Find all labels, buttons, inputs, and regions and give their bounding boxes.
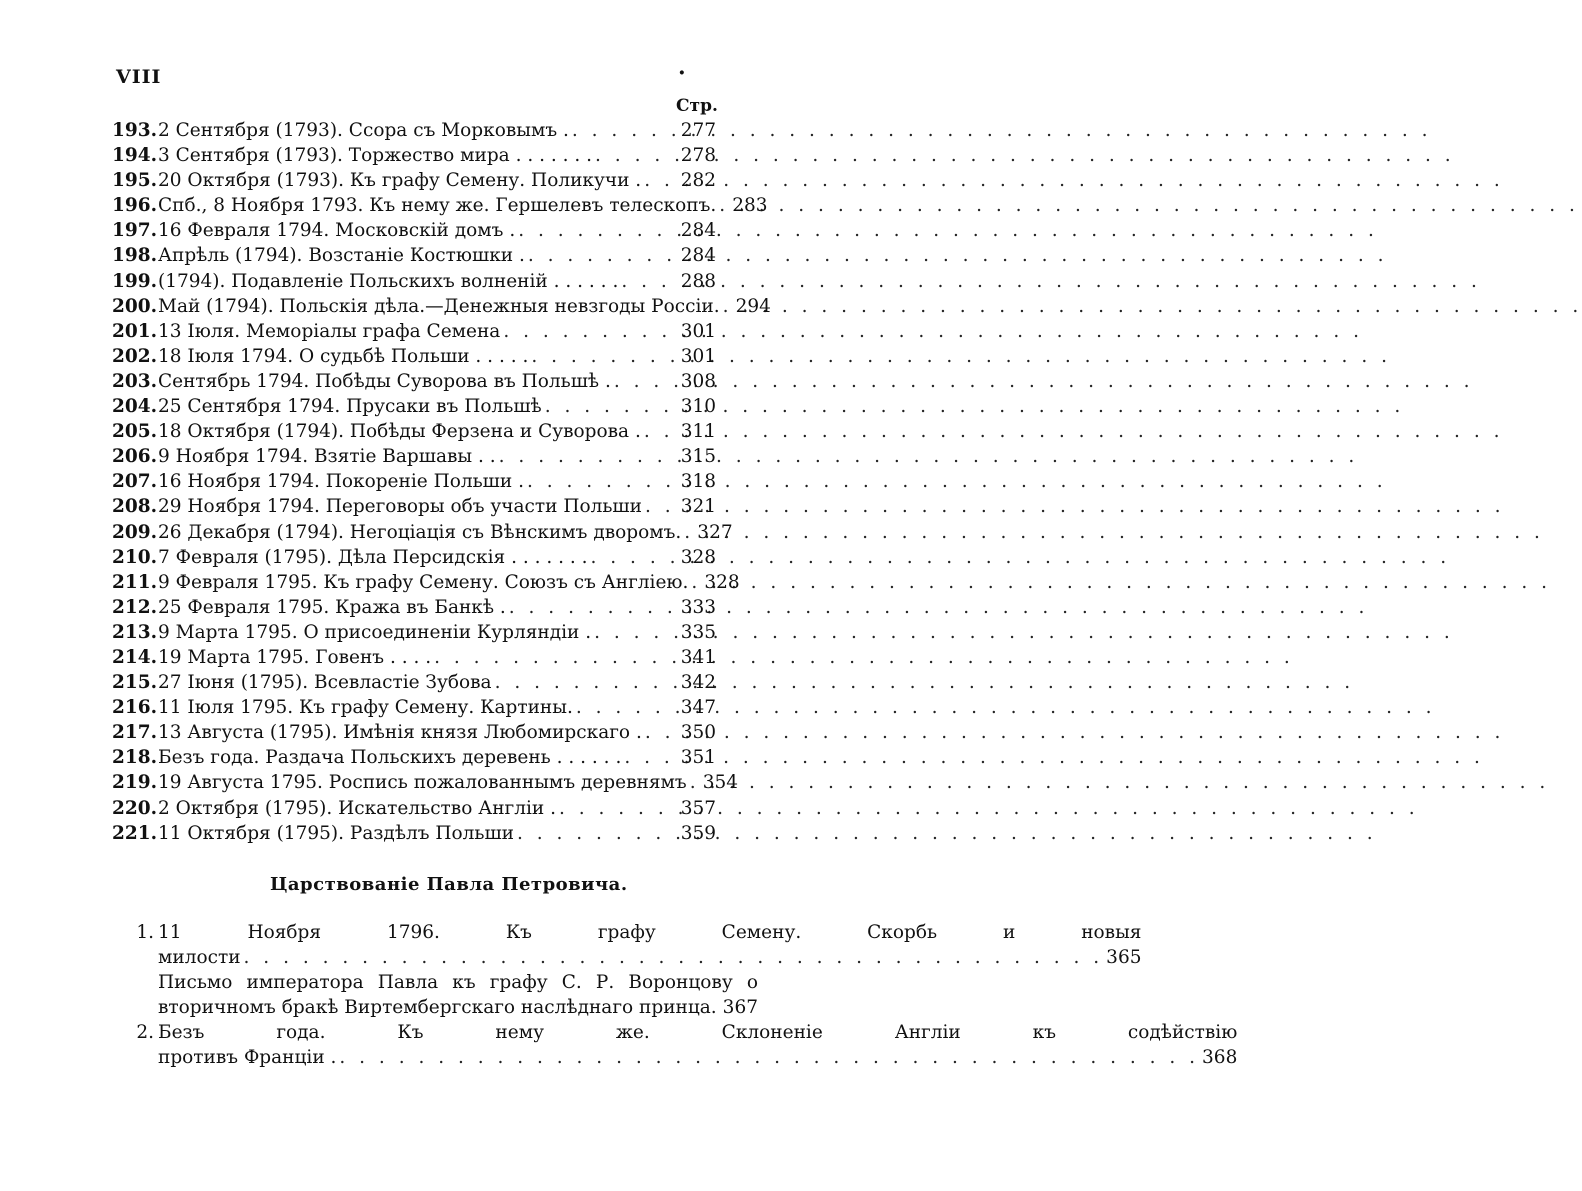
toc-page: 351 <box>680 747 716 769</box>
dot-leader <box>573 695 681 720</box>
toc-title: 13 Іюля. Меморіалы графа Семена <box>158 320 501 342</box>
toc-row <box>112 494 716 519</box>
toc-row <box>112 193 768 218</box>
dot-leader <box>688 570 704 595</box>
toc-page: 288 <box>680 270 716 292</box>
toc-title: 11 Октября (1795). Раздѣлъ Польши <box>158 822 515 844</box>
toc-number: 210. <box>112 546 158 568</box>
entry-page: 368 <box>1202 1047 1238 1069</box>
toc-page: 301 <box>680 320 716 342</box>
table-of-contents <box>112 118 771 846</box>
toc-page: 318 <box>680 471 716 493</box>
toc-page: 315 <box>680 446 716 468</box>
toc-number: 203. <box>112 370 158 392</box>
toc-title: 16 Ноября 1794. Покореніе Польши . <box>158 471 524 493</box>
toc-title: Безъ года. Раздача Польскихъ деревень . . . . . . <box>158 747 622 769</box>
toc-title: 25 Сентября 1794. Прусаки въ Польшѣ <box>158 396 542 418</box>
reign-entry <box>112 920 1142 970</box>
toc-page: 311 <box>680 421 716 443</box>
dot-leader <box>569 118 681 143</box>
dot-leader <box>618 269 680 294</box>
dot-leader <box>542 394 681 419</box>
dot-leader <box>641 419 681 444</box>
toc-row <box>112 419 716 444</box>
toc-number: 197. <box>112 220 158 242</box>
toc-row <box>112 243 716 268</box>
toc-title: Спб., 8 Ноября 1793. Къ нему же. Гершелевъ телескопъ. <box>158 195 717 217</box>
toc-title: 9 Ноября 1794. Взятіе Варшавы . . <box>158 446 496 468</box>
toc-number: 216. <box>112 697 158 719</box>
toc-page: 328 <box>680 546 716 568</box>
toc-row <box>112 695 716 720</box>
toc-title: 18 Октября (1794). Побѣды Ферзена и Суворова . <box>158 421 641 443</box>
toc-title: 19 Марта 1795. Говенъ . . . . <box>158 646 432 668</box>
dot-leader <box>556 796 681 821</box>
toc-number: 206. <box>112 446 158 468</box>
toc-page: 333 <box>680 596 716 618</box>
toc-number: 221. <box>112 822 158 844</box>
toc-row <box>112 770 738 795</box>
toc-row <box>112 143 716 168</box>
dot-leader <box>720 294 736 319</box>
dot-leader <box>500 319 680 344</box>
toc-row <box>112 595 716 620</box>
dot-leader <box>591 620 681 645</box>
toc-page: 284 <box>680 220 716 242</box>
entry-number: 1. <box>136 922 154 943</box>
toc-page: 294 <box>735 295 771 317</box>
toc-number: 200. <box>112 295 158 317</box>
toc-number: 205. <box>112 421 158 443</box>
toc-title: Апрѣль (1794). Возстаніе Костюшки . <box>158 245 525 267</box>
toc-number: 220. <box>112 797 158 819</box>
toc-number: 212. <box>112 596 158 618</box>
toc-title: 2 Октября (1795). Искательство Англіи . <box>158 797 557 819</box>
dot-leader <box>524 469 681 494</box>
toc-number: 194. <box>112 145 158 167</box>
toc-page: 354 <box>702 772 738 794</box>
dot-leader <box>525 243 681 268</box>
dot-leader <box>641 168 681 193</box>
dot-leader <box>492 670 681 695</box>
toc-page: 335 <box>680 621 716 643</box>
page-column-header: Стр. <box>676 96 718 116</box>
toc-title: 27 Іюня (1795). Всевластіе Зубова <box>158 672 492 694</box>
toc-row <box>112 745 716 770</box>
toc-row <box>112 344 716 369</box>
dot-leader <box>611 369 681 394</box>
toc-page: 359 <box>680 822 716 844</box>
toc-title: (1794). Подавленіе Польскихъ волненій . . . . . . <box>158 270 619 292</box>
toc-number: 201. <box>112 320 158 342</box>
toc-title: 13 Августа (1795). Имѣнія князя Любомирскаго . <box>158 722 642 744</box>
dot-leader <box>528 344 680 369</box>
section-title: Царствованіе Павла Петровича. <box>270 874 628 895</box>
toc-row <box>112 570 740 595</box>
toc-row <box>112 620 716 645</box>
dot-leader <box>592 143 681 168</box>
toc-row <box>112 118 716 143</box>
toc-title: 19 Августа 1795. Роспись пожалованнымъ деревнямъ <box>158 772 687 794</box>
entry-page: 367 <box>722 997 758 1019</box>
reign-entry <box>112 970 758 1020</box>
toc-number: 199. <box>112 270 158 292</box>
toc-number: 207. <box>112 471 158 493</box>
toc-row <box>112 444 716 469</box>
dot-leader <box>687 770 703 795</box>
toc-number: 196. <box>112 195 158 217</box>
toc-page: 357 <box>680 797 716 819</box>
toc-title: 18 Іюля 1794. О судьбѣ Польши . . . . . <box>158 345 529 367</box>
toc-number: 218. <box>112 747 158 769</box>
entry-line: милости <box>158 947 241 969</box>
entry-page: 365 <box>1106 947 1142 969</box>
toc-number: 215. <box>112 672 158 694</box>
toc-row <box>112 269 716 294</box>
toc-number: 208. <box>112 496 158 518</box>
dot-leader <box>241 945 1107 970</box>
toc-number: 213. <box>112 621 158 643</box>
toc-title: 9 Февраля 1795. Къ графу Семену. Союзъ съ Англіею. <box>158 571 689 593</box>
toc-row <box>112 469 716 494</box>
toc-number: 209. <box>112 521 158 543</box>
toc-row <box>112 319 716 344</box>
dot-leader <box>642 720 681 745</box>
entry-number: 2. <box>136 1022 154 1044</box>
toc-page: 342 <box>680 672 716 694</box>
entry-line: противъ Франціи . <box>158 1047 337 1069</box>
toc-page: 282 <box>680 170 716 192</box>
toc-number: 198. <box>112 245 158 267</box>
corner-mark: · <box>678 60 686 86</box>
toc-number: 204. <box>112 396 158 418</box>
toc-title: 3 Сентября (1793). Торжество мира . . . . . . . <box>158 145 593 167</box>
toc-title: 11 Іюля 1795. Къ графу Семену. Картины. <box>158 697 573 719</box>
toc-row <box>112 545 716 570</box>
toc-row <box>112 218 716 243</box>
toc-page: 341 <box>680 646 716 668</box>
toc-title: 26 Декабря (1794). Негоціація съ Вѣнскимъ дворомъ. <box>158 521 682 543</box>
toc-row <box>112 520 733 545</box>
dot-leader <box>621 745 680 770</box>
toc-row <box>112 796 716 821</box>
entry-line: Письмо императора Павла къ графу С. Р. Воронцову о <box>158 972 758 994</box>
toc-page: 301 <box>680 345 716 367</box>
toc-page: 277 <box>680 120 716 141</box>
dot-leader <box>716 193 732 218</box>
toc-page: 308 <box>680 370 716 392</box>
toc-title: 25 Февраля 1795. Кража въ Банкѣ . <box>158 596 506 618</box>
toc-page: 328 <box>704 571 740 593</box>
toc-row <box>112 670 716 695</box>
toc-number: 195. <box>112 170 158 192</box>
entry-line: вторичномъ бракѣ Виртембергскаго наслѣднаго принца. <box>158 997 717 1019</box>
dot-leader <box>431 645 681 670</box>
toc-number: 211. <box>112 571 158 593</box>
toc-row <box>112 294 771 319</box>
toc-title: 16 Февраля 1794. Московскій домъ . <box>158 220 516 242</box>
toc-number: 217. <box>112 722 158 744</box>
toc-row <box>112 394 716 419</box>
toc-row <box>112 720 716 745</box>
toc-row <box>112 821 716 846</box>
toc-page: 327 <box>697 521 733 543</box>
toc-number: 202. <box>112 345 158 367</box>
dot-leader <box>336 1045 1202 1070</box>
reign-entry <box>112 1020 1238 1070</box>
dot-leader <box>642 494 681 519</box>
toc-page: 347 <box>680 697 716 719</box>
dot-leader <box>514 821 681 846</box>
toc-title: 29 Ноября 1794. Переговоры объ участи Польши <box>158 496 642 518</box>
toc-number: 219. <box>112 772 158 794</box>
toc-page: 278 <box>680 145 716 167</box>
dot-leader <box>681 520 697 545</box>
toc-page: 310 <box>680 396 716 418</box>
toc-page: 350 <box>680 722 716 744</box>
toc-title: 20 Октября (1793). Къ графу Семену. Поликучи . <box>158 170 642 192</box>
toc-page: 321 <box>680 496 716 518</box>
entry-number <box>112 970 158 1020</box>
toc-title: 7 Февраля (1795). Дѣла Персидскія . . . . . . . <box>158 546 588 568</box>
toc-number: 214. <box>112 646 158 668</box>
toc-title: Май (1794). Польскія дѣла.—Денежныя невзгоды Россіи. <box>158 295 720 317</box>
dot-leader <box>515 218 680 243</box>
toc-row <box>112 168 716 193</box>
dot-leader <box>588 545 681 570</box>
toc-title: 9 Марта 1795. О присоединеніи Курляндіи . <box>158 621 592 643</box>
toc-title: Сентябрь 1794. Побѣды Суворова въ Польшѣ . <box>158 370 611 392</box>
entry-line: 11 Ноября 1796. Къ графу Семену. Скорбь и новыя <box>158 922 1142 943</box>
toc-row <box>112 645 716 670</box>
reign-entries <box>112 920 1238 1071</box>
toc-page: 283 <box>732 195 768 217</box>
toc-row <box>112 369 716 394</box>
dot-leader <box>506 595 681 620</box>
toc-title: 2 Сентября (1793). Ссора съ Морковымъ . <box>158 120 569 141</box>
entry-line: Безъ года. Къ нему же. Склоненіе Англіи къ содѣйствію <box>158 1022 1238 1044</box>
toc-page: 284 <box>680 245 716 267</box>
toc-number: 193. <box>112 120 158 141</box>
dot-leader <box>496 444 681 469</box>
page-number: VIII <box>116 66 162 88</box>
